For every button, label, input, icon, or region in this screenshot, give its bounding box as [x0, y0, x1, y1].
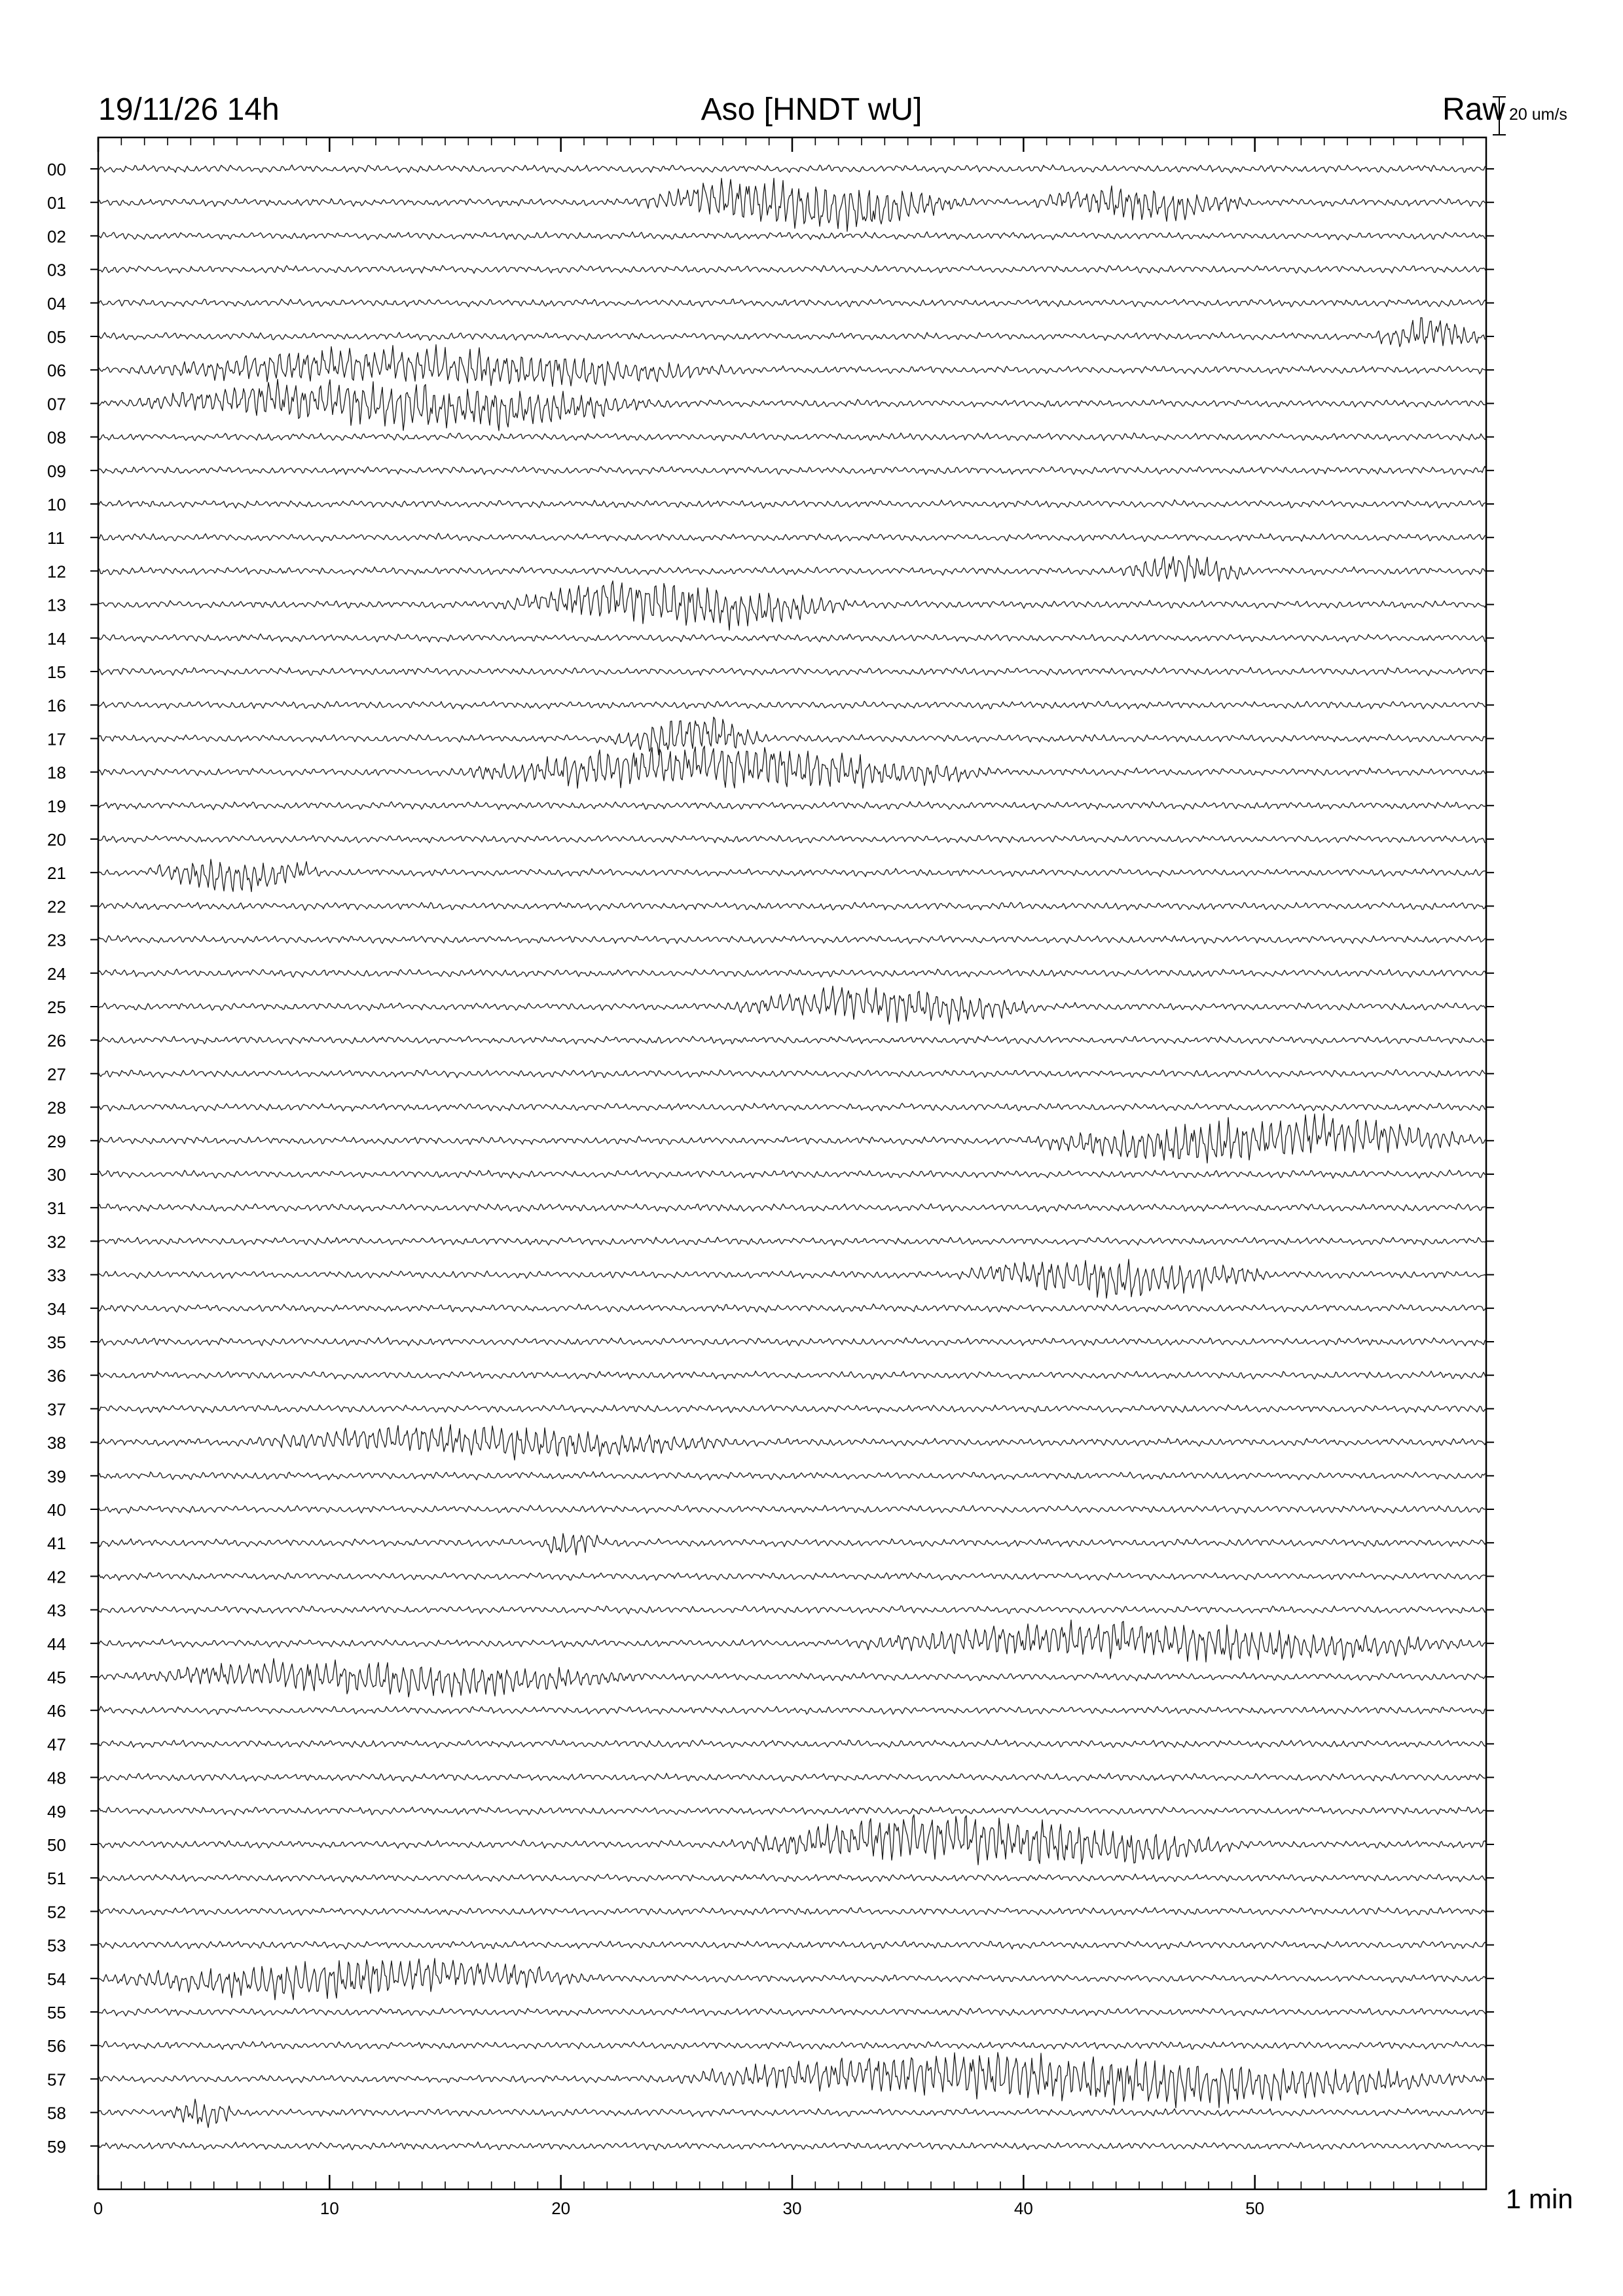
row-label-39: 39 — [47, 1466, 66, 1486]
trace-row-31 — [98, 1204, 1486, 1212]
trace-row-05 — [98, 317, 1486, 346]
row-label-34: 34 — [47, 1299, 66, 1319]
trace-row-58 — [98, 2099, 1486, 2128]
trace-row-51 — [98, 1874, 1486, 1882]
row-label-22: 22 — [47, 897, 66, 917]
trace-row-44 — [98, 1620, 1486, 1662]
row-label-09: 09 — [47, 461, 66, 481]
row-label-25: 25 — [47, 997, 66, 1017]
trace-row-06 — [98, 345, 1486, 387]
trace-row-29 — [98, 1114, 1486, 1163]
row-label-54: 54 — [47, 1969, 66, 1989]
row-label-26: 26 — [47, 1031, 66, 1051]
trace-row-20 — [98, 835, 1486, 843]
trace-row-56 — [98, 2041, 1486, 2049]
x-axis-group — [94, 137, 1486, 2218]
x-axis-unit-label: 1 min — [1506, 2183, 1573, 2214]
row-label-51: 51 — [47, 1869, 66, 1889]
row-label-31: 31 — [47, 1198, 66, 1219]
x-tick-label-30: 30 — [782, 2198, 802, 2218]
trace-row-23 — [98, 935, 1486, 944]
row-label-59: 59 — [47, 2136, 66, 2157]
trace-row-55 — [98, 2008, 1486, 2016]
seismic-traces-group — [98, 165, 1486, 2150]
trace-row-02 — [98, 232, 1486, 240]
row-label-36: 36 — [47, 1366, 66, 1386]
trace-row-59 — [98, 2142, 1486, 2151]
station-title: Aso [HNDT wU] — [701, 92, 922, 127]
trace-row-36 — [98, 1371, 1486, 1379]
row-label-56: 56 — [47, 2036, 66, 2056]
row-label-37: 37 — [47, 1399, 66, 1420]
trace-row-48 — [98, 1773, 1486, 1782]
trace-row-03 — [98, 266, 1486, 274]
row-label-14: 14 — [47, 628, 66, 649]
record-datetime: 19/11/26 14h — [98, 92, 280, 127]
trace-row-09 — [98, 467, 1486, 475]
row-label-47: 47 — [47, 1734, 66, 1755]
row-label-13: 13 — [47, 595, 66, 615]
amplitude-scale-label: 20 um/s — [1509, 105, 1567, 124]
row-label-58: 58 — [47, 2103, 66, 2123]
trace-row-10 — [98, 500, 1486, 509]
trace-row-25 — [98, 986, 1486, 1024]
trace-row-40 — [98, 1505, 1486, 1513]
trace-row-14 — [98, 634, 1486, 643]
trace-row-08 — [98, 433, 1486, 440]
trace-row-27 — [98, 1069, 1486, 1078]
x-tick-label-40: 40 — [1013, 2198, 1033, 2218]
trace-row-16 — [98, 701, 1486, 709]
row-label-05: 05 — [47, 327, 66, 347]
row-label-16: 16 — [47, 696, 66, 716]
row-label-57: 57 — [47, 2070, 66, 2090]
trace-row-43 — [98, 1605, 1486, 1613]
row-label-40: 40 — [47, 1500, 66, 1520]
trace-row-00 — [98, 165, 1486, 173]
row-label-20: 20 — [47, 830, 66, 850]
row-label-19: 19 — [47, 796, 66, 816]
row-label-43: 43 — [47, 1600, 66, 1621]
row-label-10: 10 — [47, 495, 66, 514]
trace-row-26 — [98, 1036, 1486, 1045]
row-label-32: 32 — [47, 1232, 66, 1252]
trace-row-22 — [98, 903, 1486, 910]
trace-row-35 — [98, 1338, 1486, 1346]
trace-row-34 — [98, 1304, 1486, 1312]
trace-row-07 — [98, 380, 1486, 431]
row-label-52: 52 — [47, 1902, 66, 1922]
trace-row-32 — [98, 1237, 1486, 1246]
trace-row-28 — [98, 1103, 1486, 1111]
trace-row-11 — [98, 533, 1486, 542]
trace-row-45 — [98, 1659, 1486, 1697]
row-label-00: 00 — [47, 160, 66, 179]
row-label-06: 06 — [47, 361, 66, 381]
row-label-38: 38 — [47, 1433, 66, 1453]
trace-row-30 — [98, 1170, 1486, 1179]
row-labels-group — [47, 160, 1494, 2157]
row-label-28: 28 — [47, 1098, 66, 1118]
plot-frame — [98, 137, 1486, 2189]
row-label-42: 42 — [47, 1567, 66, 1587]
trace-row-57 — [98, 2053, 1486, 2108]
trace-row-47 — [98, 1740, 1486, 1748]
trace-row-19 — [98, 802, 1486, 810]
row-label-41: 41 — [47, 1534, 66, 1554]
row-label-29: 29 — [47, 1131, 66, 1151]
row-label-18: 18 — [47, 762, 66, 783]
row-label-53: 53 — [47, 1935, 66, 1956]
row-label-08: 08 — [47, 427, 66, 448]
row-label-04: 04 — [47, 293, 66, 314]
trace-row-50 — [98, 1815, 1486, 1865]
row-label-46: 46 — [47, 1701, 66, 1721]
row-label-01: 01 — [47, 193, 66, 213]
trace-row-41 — [98, 1534, 1486, 1555]
trace-row-53 — [98, 1941, 1486, 1949]
x-tick-label-50: 50 — [1245, 2198, 1265, 2218]
row-label-11: 11 — [47, 528, 65, 548]
trace-row-49 — [98, 1807, 1486, 1815]
trace-row-52 — [98, 1907, 1486, 1915]
row-label-35: 35 — [47, 1333, 66, 1352]
amplitude-scale-bar-group — [1493, 97, 1506, 135]
plot-frame-group — [98, 137, 1486, 2189]
row-label-48: 48 — [47, 1768, 66, 1788]
trace-row-21 — [98, 859, 1486, 892]
row-label-45: 45 — [47, 1668, 66, 1687]
row-label-17: 17 — [47, 729, 66, 749]
row-label-23: 23 — [47, 930, 66, 950]
trace-row-38 — [98, 1425, 1486, 1460]
filter-mode-label: Raw — [1442, 92, 1505, 127]
trace-row-04 — [98, 299, 1486, 307]
trace-row-33 — [98, 1259, 1486, 1299]
row-label-03: 03 — [47, 260, 66, 280]
row-label-15: 15 — [47, 662, 66, 682]
trace-row-01 — [98, 178, 1486, 231]
trace-row-42 — [98, 1573, 1486, 1581]
trace-row-54 — [98, 1958, 1486, 2000]
x-tick-label-0: 0 — [93, 2198, 103, 2218]
trace-row-39 — [98, 1471, 1486, 1480]
trace-row-18 — [98, 746, 1486, 789]
row-label-30: 30 — [47, 1165, 66, 1185]
trace-row-24 — [98, 969, 1486, 977]
row-label-12: 12 — [47, 562, 66, 582]
x-tick-label-10: 10 — [319, 2198, 339, 2218]
trace-row-46 — [98, 1706, 1486, 1715]
row-label-24: 24 — [47, 963, 66, 984]
x-tick-label-20: 20 — [551, 2198, 571, 2218]
row-label-21: 21 — [47, 863, 66, 884]
row-label-02: 02 — [47, 226, 66, 247]
row-label-44: 44 — [47, 1634, 66, 1654]
row-label-55: 55 — [47, 2003, 66, 2022]
row-label-49: 49 — [47, 1801, 66, 1821]
trace-row-17 — [98, 717, 1486, 755]
trace-row-13 — [98, 581, 1486, 630]
trace-row-12 — [98, 556, 1486, 582]
trace-row-15 — [98, 668, 1486, 676]
row-label-50: 50 — [47, 1835, 66, 1855]
row-label-33: 33 — [47, 1265, 66, 1285]
row-label-27: 27 — [47, 1064, 66, 1085]
trace-row-37 — [98, 1405, 1486, 1412]
row-label-07: 07 — [47, 394, 66, 414]
